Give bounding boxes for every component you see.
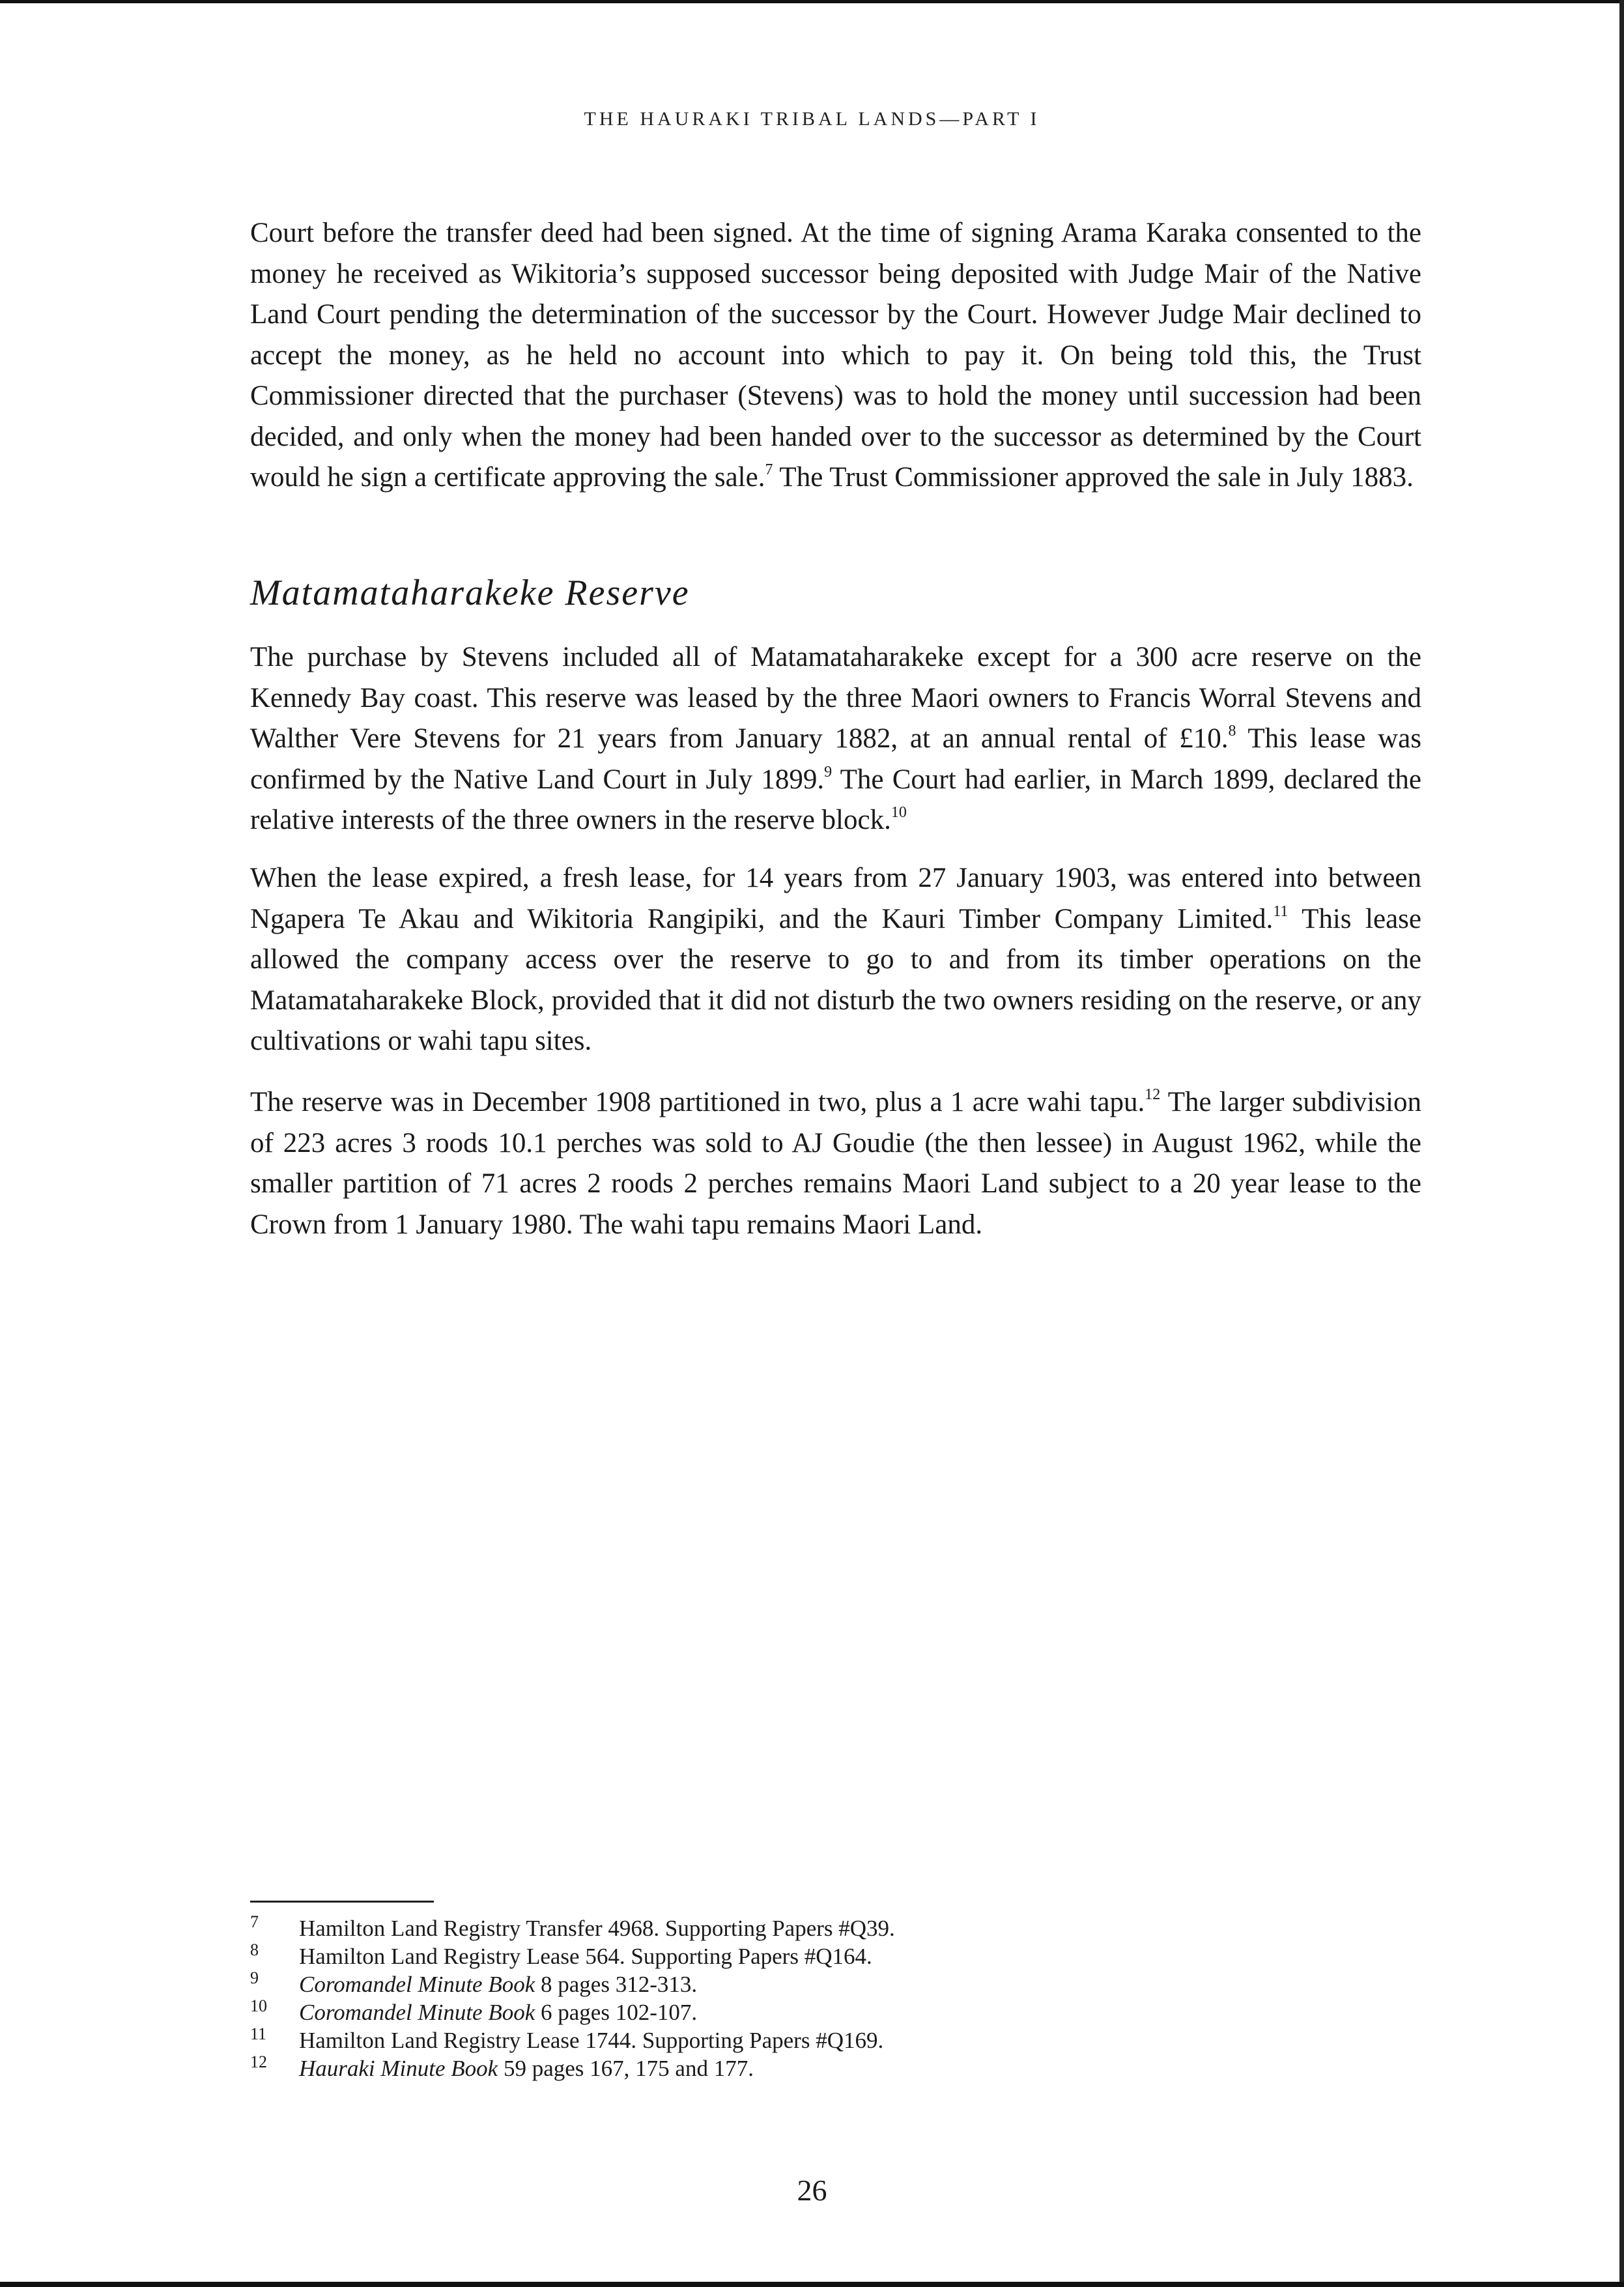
footnote-text <box>299 1914 895 1942</box>
footnote-10 <box>250 1998 1162 2026</box>
paragraph-2-part-b: This lease was confirmed by the Native Land Court in July 1899. <box>250 723 1421 795</box>
footnote-body: 8 pages 312-313. <box>535 1972 698 1997</box>
paragraph-4-part-b: The larger subdivision of 223 acres 3 roods 10.1 perches was sold to AJ Goudie (the then lessee) in August 1962, while the smaller partition of 71 acres 2 roods 2 perches remains Maori Land subject to a 20 year lease to the Crown from 1 January 1980. The wahi tapu remains Maori Land. <box>250 1087 1421 1240</box>
footnote-ref-8[interactable]: 8 <box>1228 723 1236 740</box>
section-heading: Matamataharakeke Reserve <box>250 573 690 613</box>
paragraph-2-part-a: The purchase by Stevens included all of Matamataharakeke except for a 300 acre reserve on the Kennedy Bay coast. This reserve was leased by the three Maori owners to Francis Worral Stevens and Walther Vere Stevens for 21 years from January 1882, at an annual rental of £10. <box>250 642 1421 754</box>
running-head: THE HAURAKI TRIBAL LANDS—PART I <box>584 108 1040 130</box>
paragraph-4 <box>250 1082 1421 1245</box>
footnote-text <box>299 2026 883 2054</box>
footnote-rule <box>250 1901 434 1903</box>
footnote-number: 7 <box>250 1912 259 1931</box>
footnote-body: Hamilton Land Registry Transfer 4968. Supporting Papers #Q39. <box>299 1916 895 1941</box>
paragraph-3-part-b: This lease allowed the company access over the reserve to go to and from its timber operations on the Matamataharakeke Block, provided that it did not disturb the two owners residing on the reserve, or any cultivations or wahi tapu sites. <box>250 903 1421 1056</box>
page-number: 26 <box>797 2174 827 2207</box>
paragraph-1-text-after: The Trust Commissioner approved the sale in July 1883. <box>773 462 1414 493</box>
footnote-number: 11 <box>250 2024 267 2043</box>
footnote-ref-12[interactable]: 12 <box>1145 1086 1161 1103</box>
footnote-source-title: Coromandel Minute Book <box>299 2000 535 2025</box>
footnote-number: 9 <box>250 1968 259 1987</box>
footnote-ref-9[interactable]: 9 <box>824 763 833 781</box>
footnote-ref-7[interactable]: 7 <box>765 461 773 478</box>
page-edge-top <box>0 0 1624 3</box>
footnote-9 <box>250 1970 1162 1998</box>
footnote-number: 12 <box>250 2052 267 2071</box>
footnotes <box>250 1914 1162 2082</box>
page-edge-bottom <box>0 2282 1624 2287</box>
footnote-text <box>299 1942 872 1970</box>
footnote-body: Hamilton Land Registry Lease 1744. Supporting Papers #Q169. <box>299 2028 884 2053</box>
paragraph-4-part-a: The reserve was in December 1908 partitioned in two, plus a 1 acre wahi tapu. <box>250 1087 1145 1117</box>
footnote-number: 8 <box>250 1940 259 1959</box>
footnote-11 <box>250 2026 1162 2054</box>
paragraph-2 <box>250 637 1421 841</box>
footnote-body: 6 pages 102-107. <box>535 2000 698 2025</box>
footnote-text <box>299 1998 697 2026</box>
footnote-ref-11[interactable]: 11 <box>1273 902 1289 920</box>
footnote-body: Hamilton Land Registry Lease 564. Supporting Papers #Q164. <box>299 1944 872 1969</box>
footnote-text <box>299 1970 697 1998</box>
footnote-number: 10 <box>250 1996 267 2015</box>
footnote-body: 59 pages 167, 175 and 177. <box>498 2056 754 2081</box>
paragraph-1 <box>250 213 1421 498</box>
footnote-8 <box>250 1942 1162 1970</box>
footnote-source-title: Hauraki Minute Book <box>299 2056 498 2081</box>
paragraph-1-text: Court before the transfer deed had been signed. At the time of signing Arama Karaka consented to the money he received as Wikitoria’s supposed successor being deposited with Judge Mair of the Native Land Court pending the determination of the successor by the Court. However Judge Mair declined to accept the money, as he held no account into which to pay it. On being told this, the Trust Commissioner directed that the purchaser (Stevens) was to hold the money until succession had been decided, and only when the money had been handed over to the successor as determined by the Court would he sign a certificate approving the sale. <box>250 218 1421 493</box>
paragraph-3-part-a: When the lease expired, a fresh lease, for 14 years from 27 January 1903, was entered into between Ngapera Te Akau and Wikitoria Rangipiki, and the Kauri Timber Company Limited. <box>250 863 1421 934</box>
footnote-ref-10[interactable]: 10 <box>890 804 907 821</box>
footnote-text <box>299 2054 754 2082</box>
paragraph-3 <box>250 858 1421 1062</box>
footnote-7 <box>250 1914 1162 1942</box>
page-edge-right <box>1619 0 1624 2287</box>
footnote-source-title: Coromandel Minute Book <box>299 1972 535 1997</box>
footnote-12 <box>250 2054 1162 2082</box>
paragraph-2-part-c: The Court had earlier, in March 1899, declared the relative interests of the three owners in the reserve block. <box>250 764 1421 835</box>
